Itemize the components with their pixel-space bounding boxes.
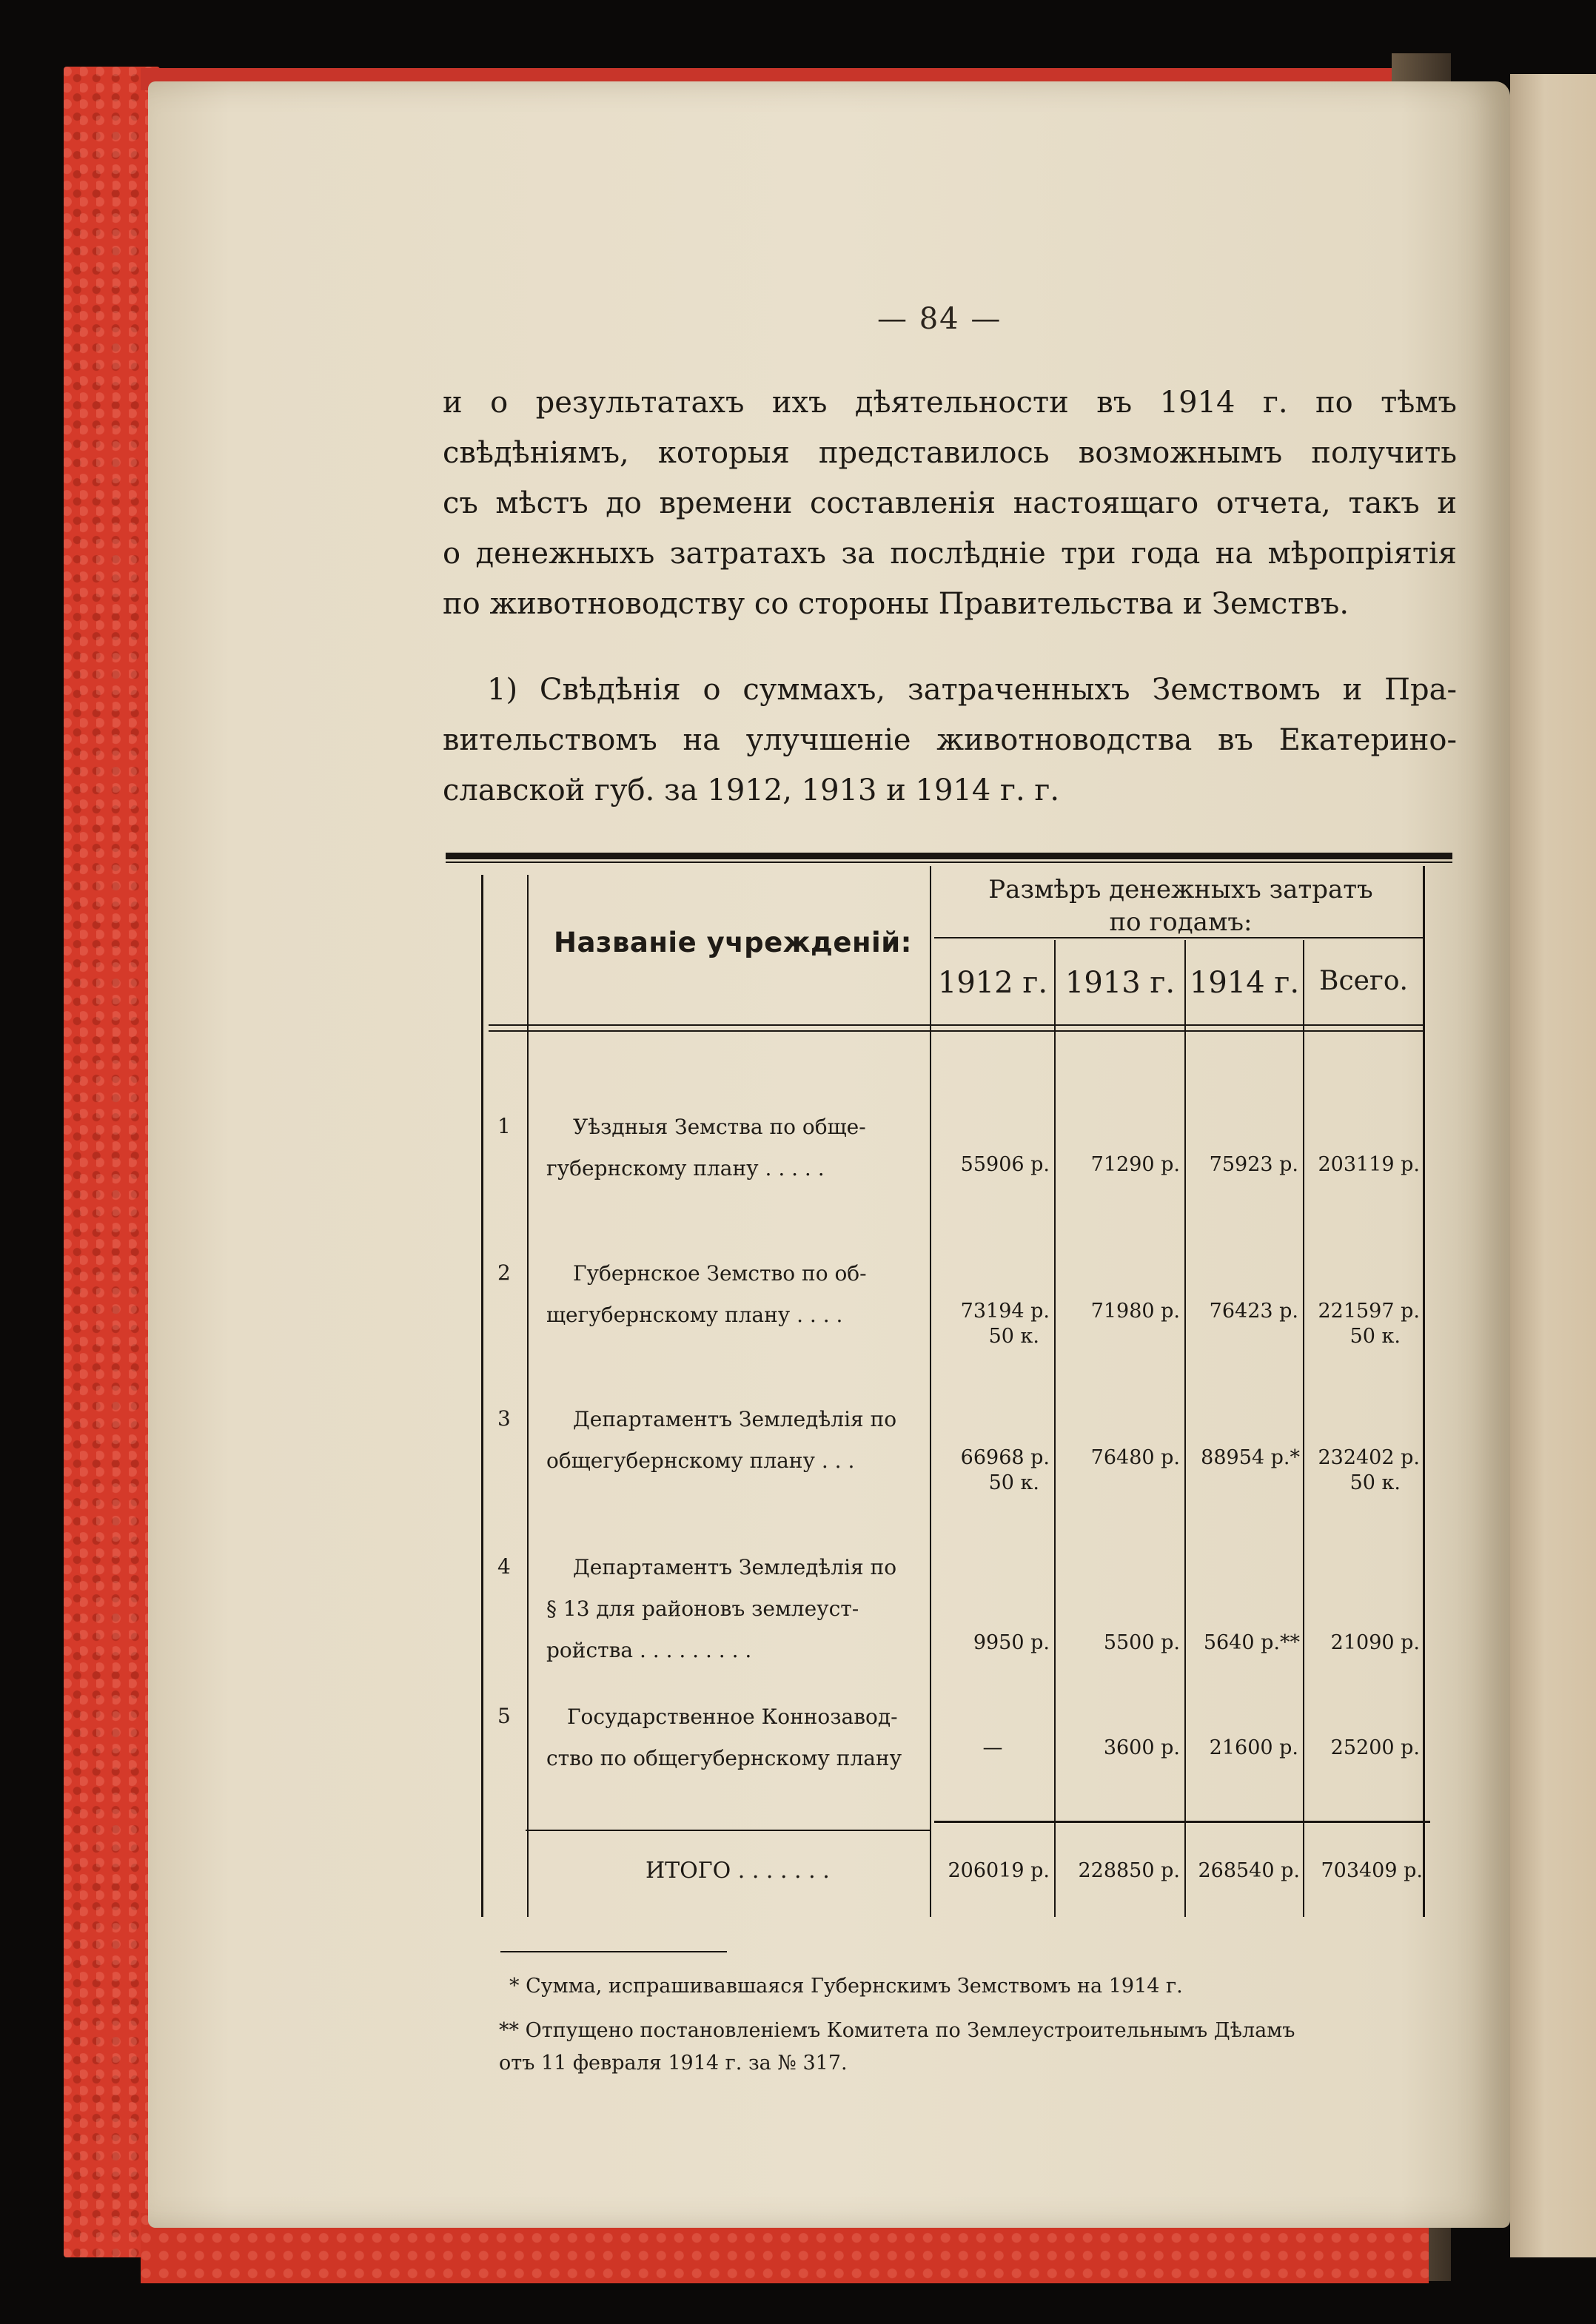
- row-institution-name: [546, 1106, 866, 1189]
- row-number: 1: [497, 1114, 511, 1138]
- row-name-line: Уѣздныя Земства по обще-: [573, 1115, 866, 1139]
- table-top-rule-thin: [446, 862, 1452, 863]
- total-rule-left: [526, 1830, 930, 1831]
- header-costs: [933, 873, 1429, 938]
- row-institution-name: [546, 1399, 896, 1482]
- cell-1912: —: [982, 1736, 1003, 1759]
- y1912-col-rule: [1054, 940, 1056, 1917]
- intro-line: свѣдѣніямъ, которыя представилось возможнымъ получить: [443, 436, 1457, 470]
- section-heading: [443, 665, 1457, 816]
- cell-total-kopecks: 50 к.: [1349, 1471, 1401, 1494]
- row-name-line: § 13 для районовъ землеуст-: [546, 1596, 859, 1621]
- row-name-line: ство по общегубернскому плану: [546, 1746, 902, 1770]
- y1913-col-rule: [1184, 940, 1186, 1917]
- header-bottom-rule-2: [489, 1030, 1423, 1032]
- num-col-rule: [527, 875, 529, 1917]
- header-bottom-rule: [489, 1024, 1423, 1026]
- cell-1914: 76423 р.: [1209, 1300, 1298, 1323]
- section-line: славской губ. за 1912, 1913 и 1914 г. г.: [443, 773, 1060, 807]
- header-costs-line: по годамъ:: [1109, 907, 1253, 937]
- cell-1914: 5640 р.**: [1203, 1631, 1300, 1654]
- facing-page-edge: [1510, 74, 1596, 2257]
- cell-1913: 76480 р.: [1090, 1446, 1180, 1469]
- header-costs-line: Размѣръ денежныхъ затратъ: [988, 875, 1373, 904]
- cell-total: 221597 р.: [1318, 1300, 1420, 1323]
- year-header-1912: 1912 г.: [937, 966, 1048, 1000]
- table-left-rule: [481, 875, 483, 1917]
- row-institution-name: [546, 1696, 902, 1779]
- cell-1912: 9950 р.: [973, 1631, 1050, 1654]
- y1914-col-rule: [1303, 940, 1304, 1917]
- cell-1912-kopecks: 50 к.: [988, 1325, 1039, 1348]
- intro-paragraph: [443, 377, 1457, 629]
- total-1913: 228850 р.: [1078, 1859, 1180, 1882]
- row-name-line: ройства . . . . . . . . .: [546, 1638, 752, 1662]
- row-name-line: губернскому плану . . . . .: [546, 1156, 825, 1181]
- row-number: 3: [497, 1406, 511, 1431]
- intro-line: по животноводству со стороны Правительства и Земствъ.: [443, 587, 1349, 621]
- footnote-separator: [500, 1951, 727, 1952]
- year-header-1914: 1914 г.: [1189, 966, 1300, 1000]
- total-1912: 206019 р.: [948, 1859, 1050, 1882]
- intro-line: и о результатахъ ихъ дѣятельности въ 1914 г. по тѣмъ: [443, 386, 1457, 420]
- total-1914: 268540 р.: [1198, 1859, 1300, 1882]
- row-name-line: Губернское Земство по об-: [573, 1261, 867, 1286]
- name-col-rule: [930, 866, 931, 1917]
- cell-1913: 71980 р.: [1090, 1300, 1180, 1323]
- year-header-1913: 1913 г.: [1064, 966, 1176, 1000]
- cell-1913: 5500 р.: [1103, 1631, 1180, 1654]
- row-number: 2: [497, 1260, 511, 1285]
- cell-1912: 73194 р.: [960, 1300, 1050, 1323]
- page-number: — 84 —: [877, 302, 1002, 336]
- cell-1914: 75923 р.: [1209, 1153, 1298, 1176]
- total-grand: 703409 р.: [1321, 1859, 1423, 1882]
- intro-line: о денежныхъ затратахъ за послѣдніе три года на мѣропріятія: [443, 537, 1457, 571]
- cell-1914: 21600 р.: [1209, 1736, 1298, 1759]
- cell-1913: 3600 р.: [1103, 1736, 1180, 1759]
- intro-line: съ мѣстъ до времени составленія настоящаго отчета, такъ и: [443, 486, 1457, 520]
- cell-1912: 55906 р.: [960, 1153, 1050, 1176]
- cell-1912: 66968 р.: [960, 1446, 1050, 1469]
- row-name-line: Департаментъ Земледѣлія по: [573, 1407, 897, 1431]
- cell-1913: 71290 р.: [1090, 1153, 1180, 1176]
- year-header-total: Всего.: [1319, 966, 1408, 996]
- table-right-rule: [1423, 866, 1425, 1917]
- cell-total-kopecks: 50 к.: [1349, 1325, 1401, 1348]
- section-line: вительствомъ на улучшеніе животноводства въ Екатерино-: [443, 723, 1457, 757]
- footnote-1: * Сумма, испрашивавшаяся Губернскимъ Земствомъ на 1914 г.: [509, 1975, 1183, 1998]
- book-cover-left: [64, 67, 160, 2257]
- cell-total: 21090 р.: [1330, 1631, 1420, 1654]
- table-top-rule: [446, 853, 1452, 859]
- row-number: 5: [497, 1704, 511, 1728]
- row-name-line: общегубернскому плану . . .: [546, 1448, 855, 1473]
- row-number: 4: [497, 1554, 511, 1579]
- cell-total: 232402 р.: [1318, 1446, 1420, 1469]
- total-label: ИТОГО . . . . . . .: [646, 1858, 830, 1884]
- footnote-2-cont: отъ 11 февраля 1914 г. за № 317.: [499, 2052, 848, 2075]
- footnote-2: ** Отпущено постановленіемъ Комитета по Землеустроительнымъ Дѣламъ: [499, 2019, 1295, 2042]
- row-name-line: Департаментъ Земледѣлія по: [573, 1555, 897, 1579]
- total-rule: [934, 1821, 1430, 1823]
- cell-1914: 88954 р.*: [1201, 1446, 1300, 1469]
- header-institution-name: Названіе учрежденій:: [554, 927, 912, 958]
- cell-total: 203119 р.: [1318, 1153, 1420, 1176]
- cell-total: 25200 р.: [1330, 1736, 1420, 1759]
- row-institution-name: [546, 1253, 867, 1336]
- row-name-line: щегубернскому плану . . . .: [546, 1303, 843, 1327]
- cell-1912-kopecks: 50 к.: [988, 1471, 1039, 1494]
- section-line: 1) Свѣдѣнія о суммахъ, затраченныхъ Земствомъ и Пра-: [487, 673, 1457, 707]
- row-institution-name: [546, 1547, 896, 1671]
- row-name-line: Государственное Коннозавод-: [567, 1705, 898, 1729]
